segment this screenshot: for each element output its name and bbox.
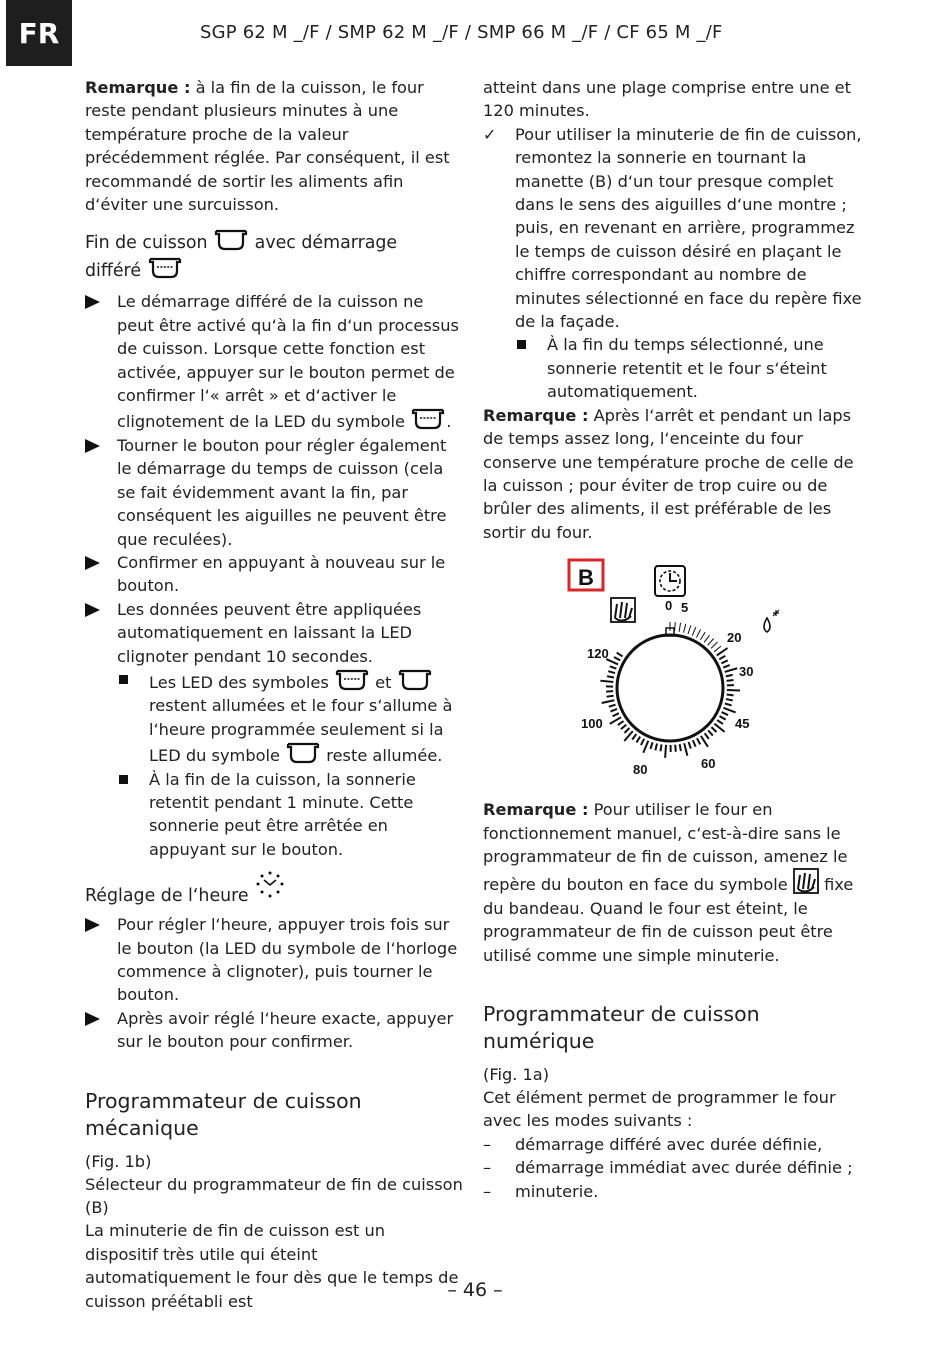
dial-label: 100: [581, 716, 603, 732]
dial-tick: [727, 695, 734, 696]
dial-tick: [607, 696, 614, 697]
selector-title: Sélecteur du programmateur de fin de cuisson (B): [85, 1174, 463, 1218]
dial-labels: [581, 598, 753, 777]
bullet-triangle-icon: [85, 918, 100, 932]
dial-tick: [679, 623, 680, 632]
selector-text-continued: atteint dans une plage comprise entre une et 120 minutes.: [483, 78, 851, 121]
dial-tick: [692, 627, 696, 635]
dash-marker: –: [483, 1158, 492, 1178]
dial-tick: [660, 744, 661, 751]
dial-tick: [711, 642, 717, 648]
heading-delayed-part2: avec démarrage: [254, 233, 398, 254]
remark-text: Après l‘arrêt et pendant un laps de temps assez long, l‘enceinte du four conserve une température proche de celle de la cuisson ; pour éviter de trop cuire ou de brûler des aliments, il est préférable de les sortir du four.: [483, 405, 854, 542]
dial-tick: [643, 741, 648, 753]
dial-tick: [725, 704, 732, 706]
bullet-square-icon: [119, 675, 128, 684]
dial-tick: [711, 727, 716, 732]
remark-text: fixe du bandeau. Quand le four est éteint, le programmateur de fin de cuisson peut être utilisé comme une simple minuterie.: [483, 875, 854, 965]
list-item: [85, 290, 463, 433]
heading-delayed-part3: différé: [85, 261, 142, 282]
dial-tick: [704, 635, 709, 642]
dash-marker: –: [483, 1134, 492, 1154]
heading-set-time-text: Réglage de l‘heure: [85, 886, 249, 907]
dial-tick: [613, 713, 619, 716]
digital-intro: Cet élément permet de programmer le four avec les modes suivants :: [483, 1087, 836, 1131]
list-item-text: Les données peuvent être appliquées automatiquement en laissant la LED clignoter pendant 10 secondes.: [117, 599, 422, 666]
clock-dots-icon: [254, 871, 286, 899]
dial-tick: [717, 648, 728, 655]
dash-marker: –: [483, 1181, 492, 1201]
dial-tick: [632, 734, 636, 740]
dial-tick: [600, 681, 613, 682]
pot-end-icon: [285, 741, 321, 765]
check-item: [483, 123, 863, 334]
dial-tick: [721, 660, 727, 663]
dial-label: 80: [633, 762, 648, 778]
sub-list-text: restent allumées et le four s‘allume à l‘heure programmée seulement si la LED du symbole: [149, 696, 453, 766]
delayed-start-list: [85, 290, 463, 861]
list-item: [85, 551, 463, 598]
list-item-text: Tourner le bouton pour régler également le démarrage du temps de cuisson (cela se fait évidemment avant la fin, par conséquent les aiguilles ne peuvent être que reculées).: [117, 435, 447, 549]
dial-tick: [708, 730, 713, 735]
list-item-text: minuterie.: [515, 1181, 599, 1201]
bullet-triangle-icon: [85, 603, 100, 617]
bullet-square-icon: [517, 340, 526, 349]
bullet-triangle-icon: [85, 439, 100, 453]
pot-delay-icon: [410, 407, 446, 431]
modes-list: [483, 1133, 863, 1203]
dial-tick: [723, 708, 735, 713]
dial-tick: [722, 712, 728, 715]
remark-text: à la fin de la cuisson, le four reste pendant plusieurs minutes à une température proche de la valeur précédemment réglée. Par conséquent, il est recommandé de sortir les aliments afin d‘éviter une surcuisson.: [85, 78, 450, 215]
timer-dial-figure: [567, 558, 807, 788]
dial-tick: [650, 742, 652, 749]
sub-list-text: reste allumée.: [326, 746, 443, 766]
pot-delay-icon: [334, 668, 370, 692]
dial-label: 20: [727, 630, 742, 646]
remark-label: Remarque :: [483, 800, 589, 820]
heading-digital-programmer: Programmateur de cuisson numérique: [483, 1001, 760, 1053]
dial-label: 45: [735, 716, 750, 732]
list-item-text: Après avoir réglé l‘heure exacte, appuyer sur le bouton pour confirmer.: [117, 1008, 454, 1052]
dial-tick: [608, 671, 615, 673]
page-number: – 46 –: [447, 1279, 503, 1301]
sub-list-text: À la fin du temps sélectionné, une sonnerie retentit et le four s‘éteint automatiquement.: [547, 335, 827, 402]
list-item-text: Confirmer en appuyant à nouveau sur le bouton.: [117, 552, 446, 596]
bullet-triangle-icon: [85, 556, 100, 570]
list-item-text: Le démarrage différé de la cuisson ne peut être activé qu‘à la fin d‘un processus de cuisson. Lorsque cette fonction est activée, appuyer sur le bouton permet de confirmer l‘« arrêt » et d‘activer le clignotement de la LED du symbole: [117, 292, 459, 432]
sub-list-item: [483, 333, 863, 403]
dial-tick: [684, 624, 686, 633]
pot-end-icon: [397, 668, 433, 692]
dial-knob: [617, 635, 723, 741]
sub-list-text: À la fin de la cuisson, la sonnerie retentit pendant 1 minute. Cette sonnerie peut être arrêtée en appuyant sur le bouton.: [149, 769, 416, 859]
figure-badge-label: B: [578, 565, 594, 591]
dial-tick: [689, 742, 691, 749]
timer-icon: [655, 566, 685, 596]
dial-tick: [725, 668, 737, 672]
sub-list-text: Les LED des symboles: [149, 672, 329, 692]
pot-end-icon: [213, 228, 249, 252]
dial-tick: [714, 646, 721, 652]
dial-tick: [641, 739, 644, 745]
sub-list-item: [85, 668, 463, 768]
hand-manual-icon: [611, 598, 635, 622]
dial-tick: [614, 657, 620, 660]
dial-tick: [624, 728, 629, 733]
sub-list-text: et: [375, 672, 392, 692]
dial-tick: [719, 656, 725, 660]
defrost-drop-icon: [764, 610, 779, 632]
dial-tick: [693, 740, 696, 746]
dial-tick: [726, 675, 733, 676]
dial-tick: [696, 630, 700, 638]
dial-tick: [684, 743, 687, 756]
figure-ref-1a: (Fig. 1a): [483, 1064, 550, 1084]
dial-tick: [680, 744, 681, 751]
bullet-triangle-icon: [85, 1012, 100, 1026]
dial-label: 120: [587, 646, 609, 662]
dial-tick: [708, 639, 714, 646]
dial-tick: [607, 676, 614, 677]
dial-tick: [610, 709, 617, 712]
bullet-triangle-icon: [85, 295, 100, 309]
heading-delayed-start: [85, 228, 463, 284]
check-icon: ✓: [483, 124, 497, 144]
selector-text: La minuterie de fin de cuisson est un dispositif très utile qui éteint automatiquement le four dès que le temps de cuisson préétabli est: [85, 1221, 459, 1311]
list-item-text: démarrage immédiat avec durée définie ;: [515, 1158, 853, 1178]
heading-set-time: [85, 871, 463, 909]
dial-label: 5: [681, 600, 689, 616]
sub-list-item: [85, 768, 463, 862]
bullet-square-icon: [119, 775, 128, 784]
dial-tick: [688, 625, 691, 634]
dial-tick: [621, 725, 626, 729]
list-item: [85, 598, 463, 668]
dial-tick: [717, 720, 723, 724]
dial-label: 30: [739, 664, 754, 680]
dial-tick: [618, 721, 624, 725]
header-model-title: SGP 62 M _/F / SMP 62 M _/F / SMP 66 M _/F / CF 65 M _/F: [200, 22, 723, 43]
remark-after-stop: [483, 404, 863, 544]
remark-end-cooking: [85, 76, 463, 216]
timer-dial-svg: [567, 558, 807, 788]
dial-tick: [697, 738, 700, 744]
pot-delay-icon: [147, 256, 183, 280]
set-time-list: [85, 913, 463, 1053]
dial-tick: [602, 700, 615, 703]
remark-label: Remarque :: [85, 78, 191, 97]
dial-tick: [675, 745, 676, 752]
heading-mechanical-programmer: Programmateur de cuisson mécanique: [85, 1088, 362, 1140]
list-item: [85, 913, 463, 1007]
list-item: [483, 1156, 863, 1179]
dial-tick: [609, 705, 616, 707]
remark-manual-mode: [483, 798, 863, 967]
dial-tick: [726, 699, 733, 700]
dial-tick: [610, 666, 617, 668]
dial-tick: [636, 737, 640, 743]
remark-label: Remarque :: [483, 405, 589, 425]
dial-tick: [705, 733, 709, 739]
dial-tick: [723, 665, 730, 668]
left-column: [85, 76, 463, 1313]
dial-tick: [617, 653, 623, 657]
list-item: [483, 1180, 863, 1203]
check-item-text: Pour utiliser la minuterie de fin de cuisson, remontez la sonnerie en tournant la manette (B) d‘un tour presque complet dans le sens des aiguilles d‘une montre ; puis, en revenant en arrière, programmez le temps de cuisson désiré en plaçant le chiffre correspondant au nombre de minutes sélectionné en face du repère fixe de la façade.: [515, 124, 862, 332]
figure-ref-1b: (Fig. 1b): [85, 1151, 152, 1171]
dial-tick: [700, 632, 705, 640]
dial-tick: [655, 744, 657, 751]
list-item-text: Pour régler l‘heure, appuyer trois fois sur le bouton (la LED du symbole de l‘horloge commence à clignoter), puis tourner le bouton.: [117, 915, 458, 1005]
dial-tick: [727, 680, 734, 681]
list-item: [85, 1007, 463, 1054]
hand-manual-icon: [793, 868, 819, 894]
heading-delayed-part1: Fin de cuisson: [85, 233, 208, 254]
list-item-end: .: [446, 412, 452, 432]
list-item: [85, 434, 463, 551]
dial-tick: [665, 745, 666, 758]
dial-tick: [720, 716, 726, 719]
list-item-text: démarrage différé avec durée définie,: [515, 1134, 823, 1154]
dial-ticks: [600, 622, 740, 758]
dial-label: 0: [665, 598, 673, 614]
list-item: [483, 1133, 863, 1156]
right-column: [483, 76, 863, 1203]
dial-label: 60: [701, 756, 716, 772]
remark-text: Pour utiliser le four en fonctionnement manuel, c‘est-à-dire sans le programmateur de fin de cuisson, amenez le repère du bouton en face du symbole: [483, 800, 848, 895]
language-tab: FR: [6, 0, 72, 66]
